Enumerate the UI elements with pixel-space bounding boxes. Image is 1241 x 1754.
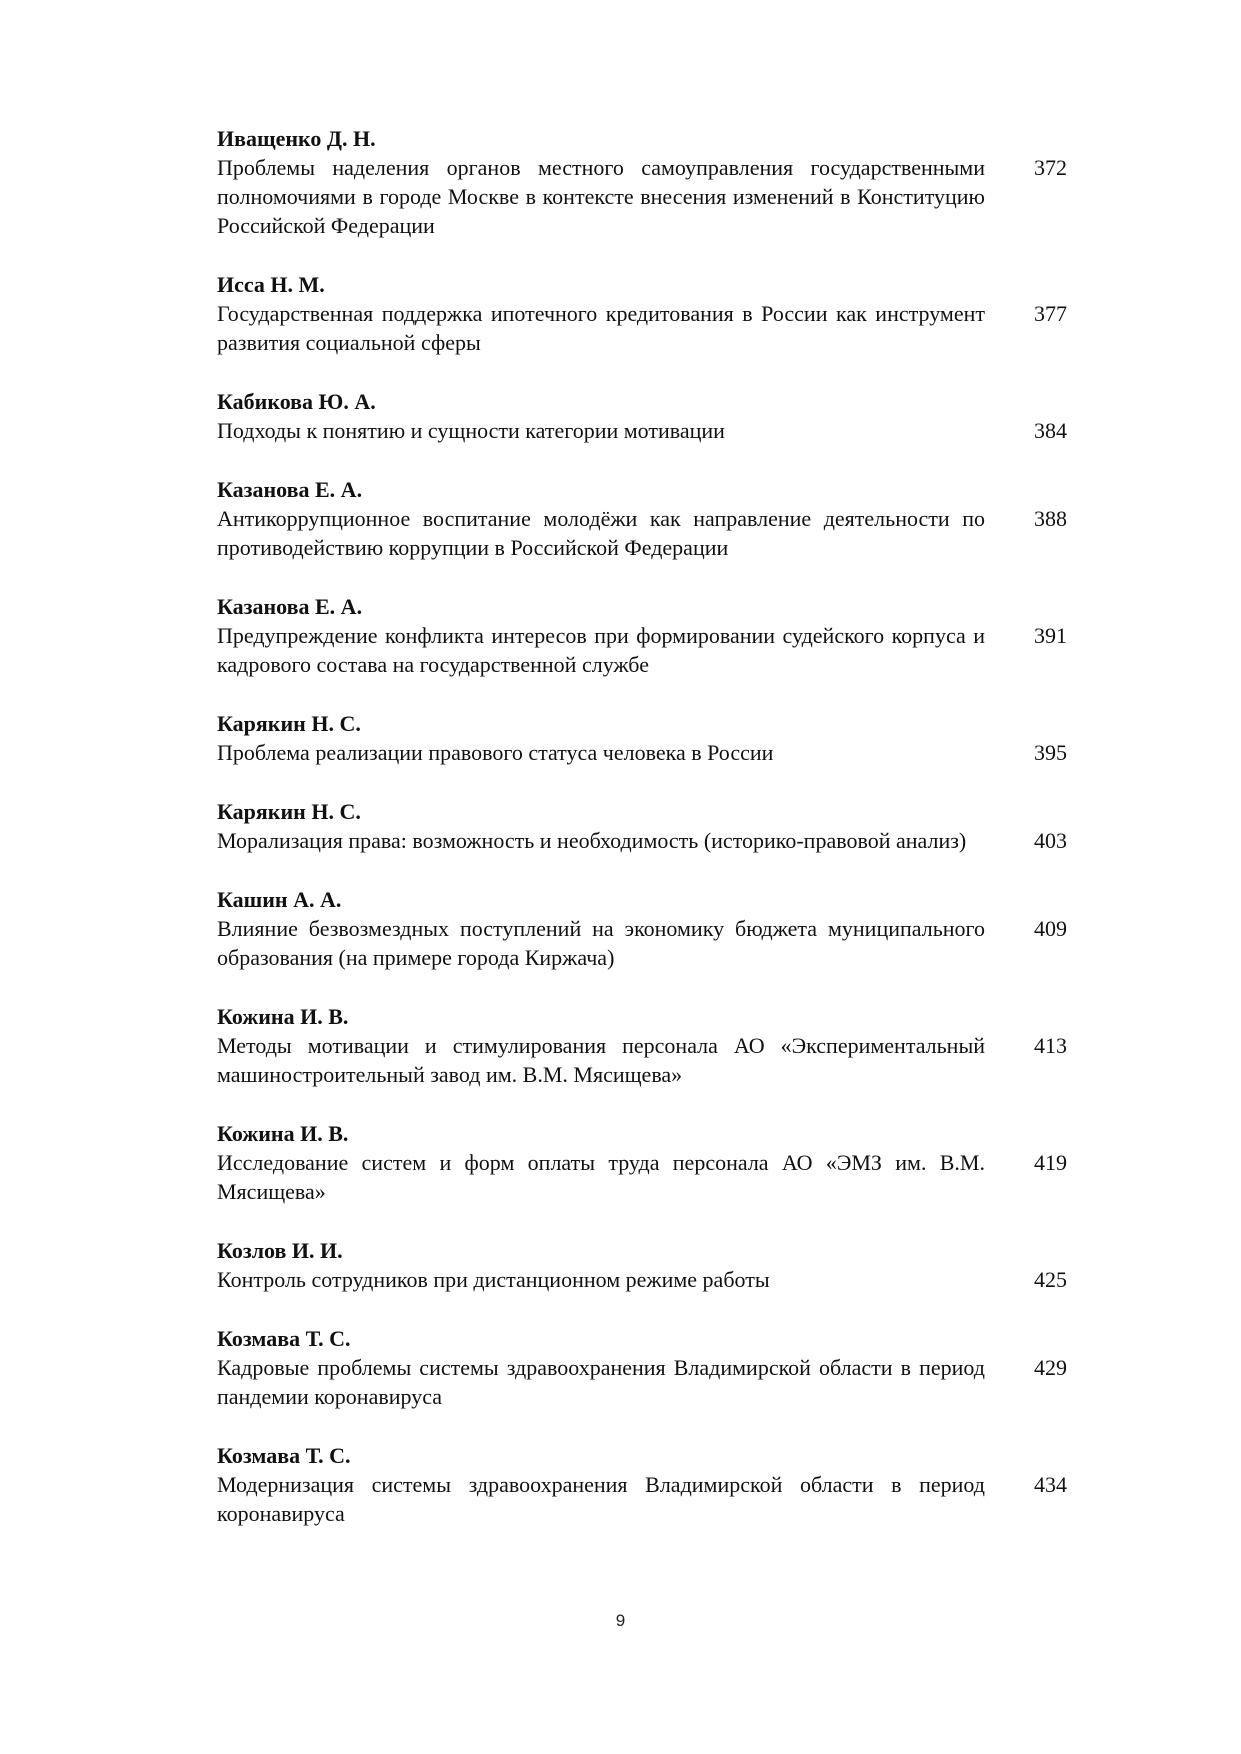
toc-entry	[217, 885, 1067, 972]
entry-row	[217, 504, 1067, 562]
entry-author: Карякин Н. С.	[217, 711, 361, 736]
entry-title: Модернизация системы здравоохранения Владимирской области в период коронавируса	[217, 1472, 985, 1526]
table-of-contents	[217, 124, 1067, 1558]
entry-title: Проблемы наделения органов местного самоуправления государственными полномочиями в городе Москве в контексте внесения изменений в Конституцию Российской Федерации	[217, 155, 985, 238]
entry-row	[217, 621, 1067, 679]
entry-page-number: 403	[1034, 828, 1067, 853]
entry-author: Козмава Т. С.	[217, 1326, 351, 1351]
toc-entry	[217, 387, 1067, 445]
toc-entry	[217, 1002, 1067, 1089]
entry-author: Кабикова Ю. А.	[217, 389, 376, 414]
entry-page-number: 372	[1034, 155, 1067, 180]
entry-author: Кашин А. А.	[217, 887, 342, 912]
entry-author: Казанова Е. А.	[217, 477, 363, 502]
entry-row	[217, 826, 1067, 855]
entry-page-number: 391	[1034, 623, 1067, 648]
entry-title: Морализация права: возможность и необходимость (историко-правовой анализ)	[217, 828, 967, 853]
toc-entry	[217, 270, 1067, 357]
entry-title: Контроль сотрудников при дистанционном режиме работы	[217, 1267, 770, 1292]
entry-title: Кадровые проблемы системы здравоохранения Владимирской области в период пандемии коронавируса	[217, 1355, 985, 1409]
footer-page-number: 9	[615, 1611, 626, 1630]
entry-page-number: 434	[1034, 1472, 1067, 1497]
entry-page-number: 425	[1034, 1267, 1067, 1292]
entry-title: Подходы к понятию и сущности категории мотивации	[217, 418, 725, 443]
toc-entry	[217, 1236, 1067, 1294]
entry-page-number: 429	[1034, 1355, 1067, 1380]
entry-row	[217, 738, 1067, 767]
entry-page-number: 409	[1034, 916, 1067, 941]
entry-title: Предупреждение конфликта интересов при формировании судейского корпуса и кадрового состава на государственной службе	[217, 623, 985, 677]
toc-entry	[217, 797, 1067, 855]
entry-row	[217, 1470, 1067, 1528]
entry-title: Методы мотивации и стимулирования персонала АО «Экспериментальный машиностроительный завод им. В.М. Мясищева»	[217, 1033, 985, 1087]
entry-row	[217, 153, 1067, 240]
entry-author: Казанова Е. А.	[217, 594, 363, 619]
entry-row	[217, 1031, 1067, 1089]
entry-row	[217, 416, 1067, 445]
entry-page-number: 384	[1034, 418, 1067, 443]
entry-row	[217, 1265, 1067, 1294]
entry-author: Иващенко Д. Н.	[217, 126, 376, 151]
entry-row	[217, 914, 1067, 972]
entry-page-number: 388	[1034, 506, 1067, 531]
entry-page-number: 413	[1034, 1033, 1067, 1058]
entry-row	[217, 1353, 1067, 1411]
entry-author: Кожина И. В.	[217, 1004, 349, 1029]
entry-author: Кожина И. В.	[217, 1121, 349, 1146]
entry-author: Козмава Т. С.	[217, 1443, 351, 1468]
entry-row	[217, 1148, 1067, 1206]
entry-page-number: 395	[1034, 740, 1067, 765]
entry-author: Карякин Н. С.	[217, 799, 361, 824]
entry-title: Государственная поддержка ипотечного кредитования в России как инструмент развития социальной сферы	[217, 301, 985, 355]
entry-title: Исследование систем и форм оплаты труда персонала АО «ЭМЗ им. В.М. Мясищева»	[217, 1150, 985, 1204]
entry-title: Антикоррупционное воспитание молодёжи как направление деятельности по противодействию коррупции в Российской Федерации	[217, 506, 985, 560]
entry-title: Влияние безвозмездных поступлений на экономику бюджета муниципального образования (на примере города Киржача)	[217, 916, 985, 970]
toc-entry	[217, 1324, 1067, 1411]
entry-row	[217, 299, 1067, 357]
entry-author: Козлов И. И.	[217, 1238, 343, 1263]
toc-entry	[217, 592, 1067, 679]
entry-page-number: 377	[1034, 301, 1067, 326]
toc-entry	[217, 124, 1067, 240]
toc-entry	[217, 475, 1067, 562]
entry-page-number: 419	[1034, 1150, 1067, 1175]
toc-entry	[217, 1119, 1067, 1206]
toc-entry	[217, 1441, 1067, 1528]
entry-title: Проблема реализации правового статуса человека в России	[217, 740, 774, 765]
entry-author: Исса Н. М.	[217, 272, 325, 297]
toc-entry	[217, 709, 1067, 767]
